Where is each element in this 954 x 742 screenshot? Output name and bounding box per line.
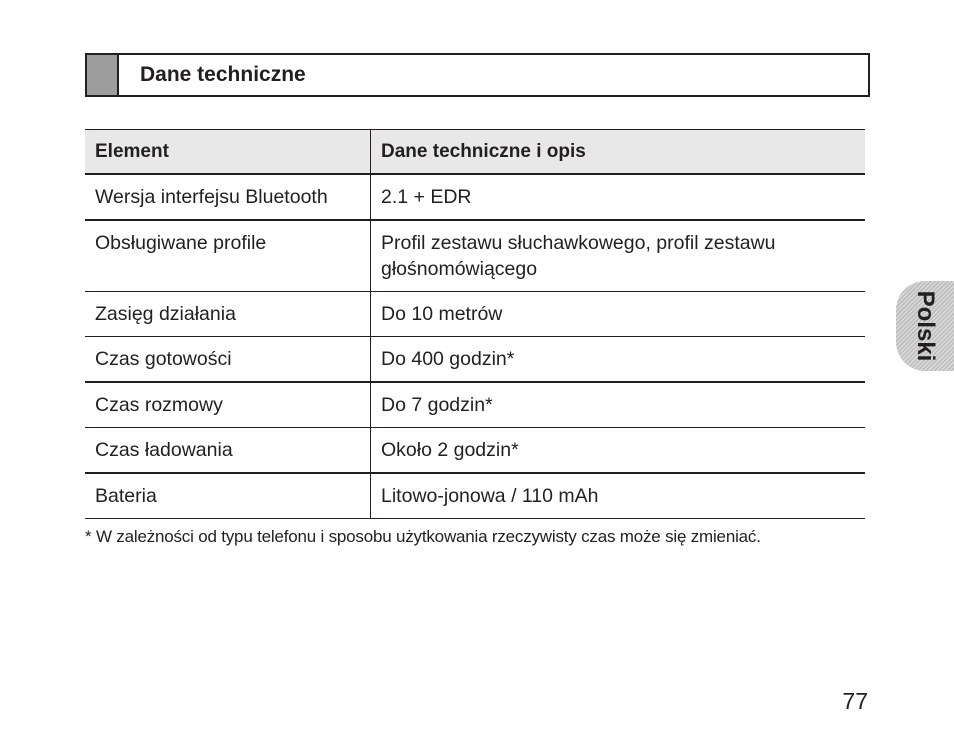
column-header-element: Element [85,130,371,175]
section-title: Dane techniczne [140,63,306,86]
row-element-cell: Obsługiwane profile [85,220,371,292]
row-element-cell: Wersja interfejsu Bluetooth [85,174,371,220]
section-marker [87,55,119,95]
row-value-cell: Do 7 godzin* [371,382,866,428]
page-number: 77 [842,688,868,714]
table-row [85,382,865,428]
table-row [85,473,865,519]
row-value-cell: Około 2 godzin* [371,428,866,474]
row-value-cell: Profil zestawu słuchawkowego, profil zestawu głośnomówiącego [371,220,866,292]
table-row [85,220,865,292]
language-tab-label: Polski [912,290,939,362]
row-value-cell: Do 400 godzin* [371,337,866,383]
table-row [85,337,865,383]
row-element-cell: Czas rozmowy [85,382,371,428]
row-element-cell: Czas ładowania [85,428,371,474]
table-row [85,428,865,474]
row-value-cell: 2.1 + EDR [371,174,866,220]
column-header-description: Dane techniczne i opis [371,130,866,175]
table-header-row [85,130,865,175]
footnote: * W zależności od typu telefonu i sposobu użytkowania rzeczywisty czas może się zmieniać. [85,527,761,546]
table-row [85,292,865,337]
table-row [85,174,865,220]
language-tab [896,281,954,371]
specifications-table [85,129,865,519]
row-element-cell: Zasięg działania [85,292,371,337]
row-value-cell: Litowo-jonowa / 110 mAh [371,473,866,519]
section-header [85,53,870,97]
row-element-cell: Czas gotowości [85,337,371,383]
row-element-cell: Bateria [85,473,371,519]
row-value-cell: Do 10 metrów [371,292,866,337]
